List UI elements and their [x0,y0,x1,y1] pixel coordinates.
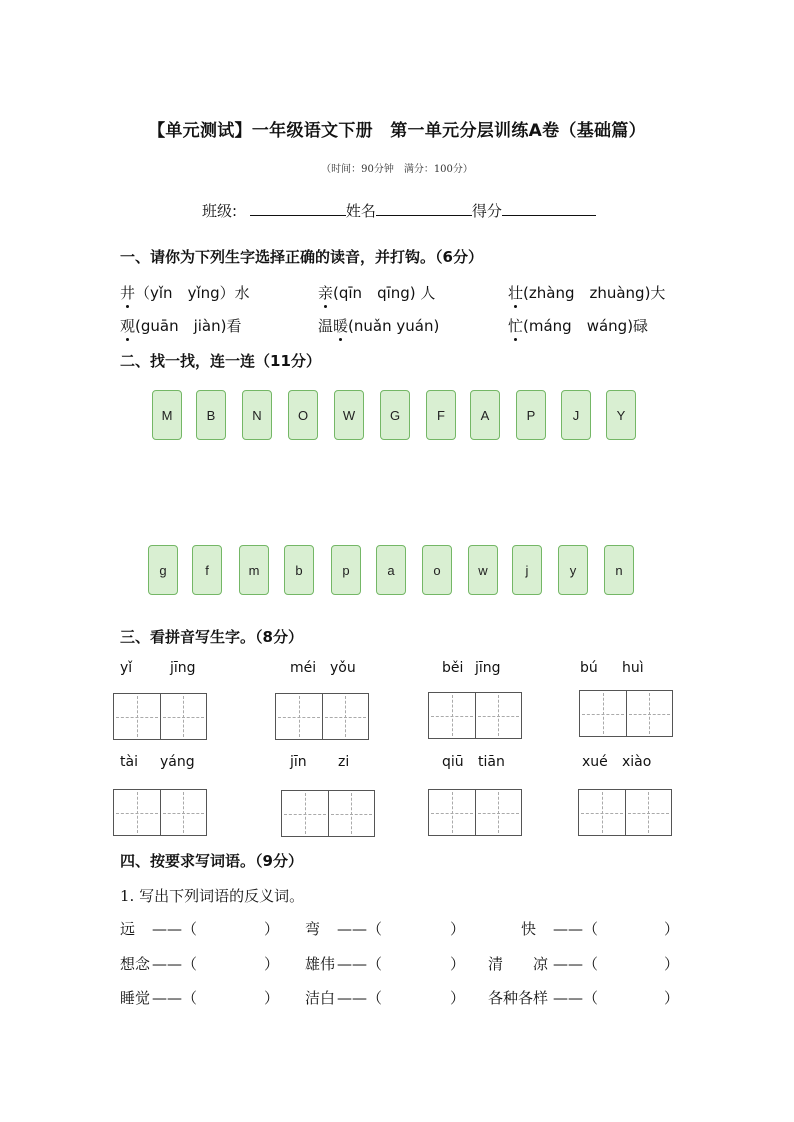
pinyin-syllable: xué [582,754,608,770]
lowercase-letter-card[interactable]: n [604,545,634,595]
pinyin-choice-item[interactable]: 温暖(nuǎn yuán) [318,317,440,335]
answer-open-paren: ——（ [553,955,599,973]
character-writing-grid[interactable] [428,789,522,836]
score-blank[interactable] [502,201,596,216]
answer-close-paren: ） [664,955,680,973]
pinyin-choice-item[interactable]: 壮(zhàng zhuàng)大 [508,284,666,302]
answer-close-paren: ） [450,989,466,1007]
lowercase-letter-card[interactable]: a [376,545,406,595]
lowercase-letter-card[interactable]: j [512,545,542,595]
page-title: 【单元测试】一年级语文下册 第一单元分层训练A卷（基础篇） [148,121,646,141]
answer-close-paren: ） [450,955,466,973]
lowercase-letter-card[interactable]: m [239,545,269,595]
antonym-prompt-word: 快 [521,920,537,938]
answer-open-paren: ——（ [152,920,198,938]
answer-open-paren: ——（ [553,989,599,1007]
uppercase-letter-card[interactable]: Y [606,390,636,440]
antonym-prompt-word: 远 [120,920,136,938]
character-writing-grid[interactable] [281,790,375,837]
pinyin-syllable: tài [120,754,138,770]
lowercase-letter-card[interactable]: y [558,545,588,595]
uppercase-letter-card[interactable]: J [561,390,591,440]
section-3-heading: 三、看拼音写生字。（8分） [120,628,303,646]
exam-meta: （时间：90分钟 满分：100分） [321,164,473,175]
section-2-heading: 二、找一找，连一连（11分） [120,352,321,370]
pinyin-syllable: xiào [622,754,652,770]
pinyin-syllable: běi [442,660,464,676]
answer-close-paren: ） [450,920,466,938]
class-label: 班级: [202,202,238,220]
pinyin-syllable: zi [338,754,350,770]
class-blank[interactable] [250,201,346,216]
uppercase-letter-card[interactable]: G [380,390,410,440]
antonym-prompt-word: 各种各样 [488,989,549,1007]
pinyin-syllable: yáng [160,754,195,770]
antonym-prompt-word: 想念 [120,955,151,973]
uppercase-letter-card[interactable]: P [516,390,546,440]
lowercase-letter-card[interactable]: w [468,545,498,595]
character-writing-grid[interactable] [428,692,522,739]
antonym-prompt-word: 雄伟 [305,955,336,973]
uppercase-letter-card[interactable]: B [196,390,226,440]
uppercase-letter-card[interactable]: W [334,390,364,440]
pinyin-syllable: yǐ [120,660,133,676]
pinyin-syllable: jīng [170,660,196,676]
answer-close-paren: ） [664,920,680,938]
answer-close-paren: ） [264,920,280,938]
section-4-heading: 四、按要求写词语。（9分） [120,852,303,870]
uppercase-letter-card[interactable]: O [288,390,318,440]
lowercase-letter-card[interactable]: b [284,545,314,595]
antonym-prompt-word: 清 凉 [488,955,549,973]
uppercase-letter-card[interactable]: M [152,390,182,440]
antonym-prompt-word: 睡觉 [120,989,151,1007]
section-1-heading: 一、请你为下列生字选择正确的读音，并打钩。（6分） [120,248,483,266]
pinyin-syllable: jīn [290,754,307,770]
name-blank[interactable] [376,201,472,216]
pinyin-syllable: jīng [475,660,501,676]
antonym-prompt-word: 弯 [305,920,321,938]
antonym-prompt-word: 洁白 [305,989,336,1007]
subquestion-instruction: 1. 写出下列词语的反义词。 [120,887,305,905]
pinyin-choice-item[interactable]: 亲(qīn qīng) 人 [318,284,436,302]
pinyin-syllable: huì [622,660,644,676]
lowercase-letter-card[interactable]: p [331,545,361,595]
pinyin-syllable: bú [580,660,598,676]
answer-open-paren: ——（ [337,989,383,1007]
lowercase-letter-card[interactable]: o [422,545,452,595]
character-writing-grid[interactable] [113,789,207,836]
answer-close-paren: ） [264,955,280,973]
answer-open-paren: ——（ [152,989,198,1007]
answer-open-paren: ——（ [152,955,198,973]
pinyin-choice-item[interactable]: 井（yǐn yǐng）水 [120,284,250,302]
character-writing-grid[interactable] [275,693,369,740]
student-info-line [202,200,596,221]
pinyin-choice-item[interactable]: 忙(máng wáng)碌 [508,317,649,335]
answer-open-paren: ——（ [337,955,383,973]
score-label: 得分 [471,202,502,220]
answer-open-paren: ——（ [553,920,599,938]
uppercase-letter-card[interactable]: F [426,390,456,440]
lowercase-letter-card[interactable]: f [192,545,222,595]
answer-close-paren: ） [264,989,280,1007]
uppercase-letter-card[interactable]: N [242,390,272,440]
pinyin-choice-item[interactable]: 观(guān jiàn)看 [120,317,242,335]
pinyin-syllable: tiān [478,754,505,770]
character-writing-grid[interactable] [578,789,672,836]
pinyin-syllable: qiū [442,754,464,770]
uppercase-letter-card[interactable]: A [470,390,500,440]
pinyin-syllable: yǒu [330,660,356,676]
answer-open-paren: ——（ [337,920,383,938]
lowercase-letter-card[interactable]: g [148,545,178,595]
character-writing-grid[interactable] [113,693,207,740]
character-writing-grid[interactable] [579,690,673,737]
answer-close-paren: ） [664,989,680,1007]
pinyin-syllable: méi [290,660,317,676]
name-label: 姓名 [345,202,376,220]
